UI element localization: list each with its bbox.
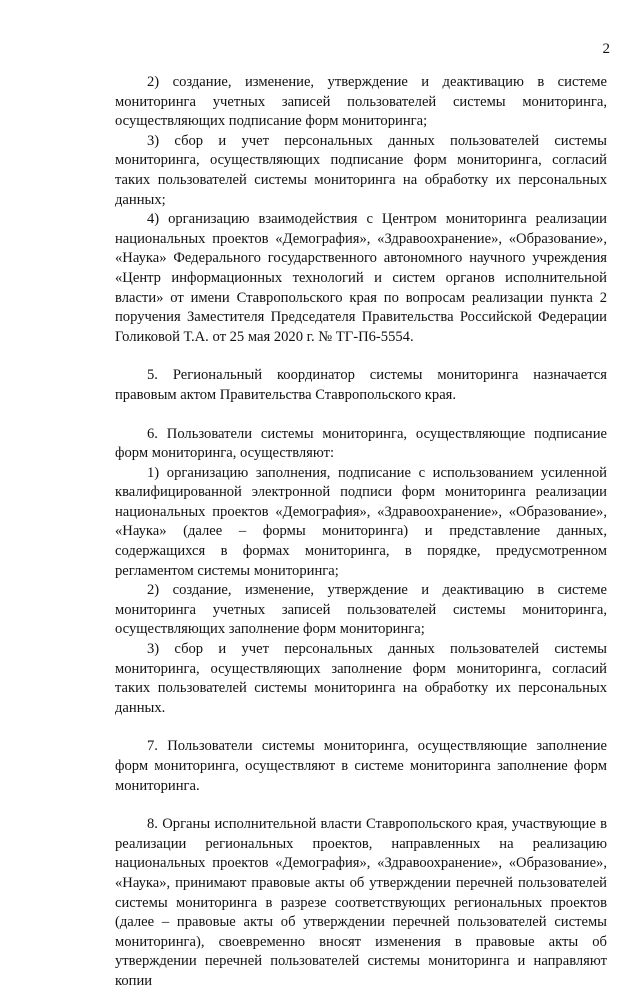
page-number: 2 bbox=[602, 41, 610, 57]
paragraph-2-2: 2) создание, изменение, утверждение и деактивацию в системе мониторинга учетных записей пользователей системы мониторинга, осуществляющих подписание форм мониторинга; bbox=[115, 74, 607, 130]
paragraph-8: 8. Органы исполнительной власти Ставропольского края, участвующие в реализации региональных проектов, направленных на реализацию национальных проектов «Демография», «Здравоохранение», «Образование», «Наука», принимают правовые акты об утверждении перечней пользователей системы мониторинга в разрезе соответствующих региональных проектов (далее – правовые акты об утверждении перечней пользователей системы мониторинга), своевременно вносят изменения в правовые акты об утверждении перечней пользователей системы мониторинга и направляют копии bbox=[115, 816, 607, 989]
paragraph-6-3: 3) сбор и учет персональных данных пользователей системы мониторинга, осуществляющих заполнение форм мониторинга, согласий таких пользователей системы мониторинга на обработку их персональных данных. bbox=[115, 641, 607, 716]
document-body bbox=[115, 73, 607, 992]
paragraph-6-2: 2) создание, изменение, утверждение и деактивацию в системе мониторинга учетных записей пользователей системы мониторинга, осуществляющих заполнение форм мониторинга; bbox=[115, 582, 607, 638]
paragraph-6: 6. Пользователи системы мониторинга, осуществляющие подписание форм мониторинга, осуществляют: bbox=[115, 425, 607, 462]
paragraph-2-3: 3) сбор и учет персональных данных пользователей системы мониторинга, осуществляющих подписание форм мониторинга, согласий таких пользователей системы мониторинга на обработку их персональных данных; bbox=[115, 132, 607, 208]
paragraph-6-1: 1) организацию заполнения, подписание с использованием усиленной квалифицированной электронной подписи форм мониторинга реализации национальных проектов «Демография», «Здравоохранение», «Образование», «Наука» (далее – формы мониторинга) и представление данных, содержащихся в формах мониторинга, в порядке, предусмотренном регламентом системы мониторинга; bbox=[115, 464, 607, 579]
paragraph-7: 7. Пользователи системы мониторинга, осуществляющие заполнение форм мониторинга, осуществляют в системе мониторинга заполнение форм мониторинга. bbox=[115, 738, 607, 794]
paragraph-5: 5. Региональный координатор системы мониторинга назначается правовым актом Правительства Ставропольского края. bbox=[115, 367, 607, 403]
paragraph-2-4: 4) организацию взаимодействия с Центром мониторинга реализации национальных проектов «Демография», «Здравоохранение», «Образование», «Наука» Федерального государственного автономного научного учреждения «Центр информационных технологий и систем органов исполнительной власти» от имени Ставропольского края по вопросам реализации пункта 2 поручения Заместителя Председателя Правительства Российской Федерации Голиковой Т.А. от 25 мая 2020 г. № ТГ-П6-5554. bbox=[115, 211, 607, 345]
